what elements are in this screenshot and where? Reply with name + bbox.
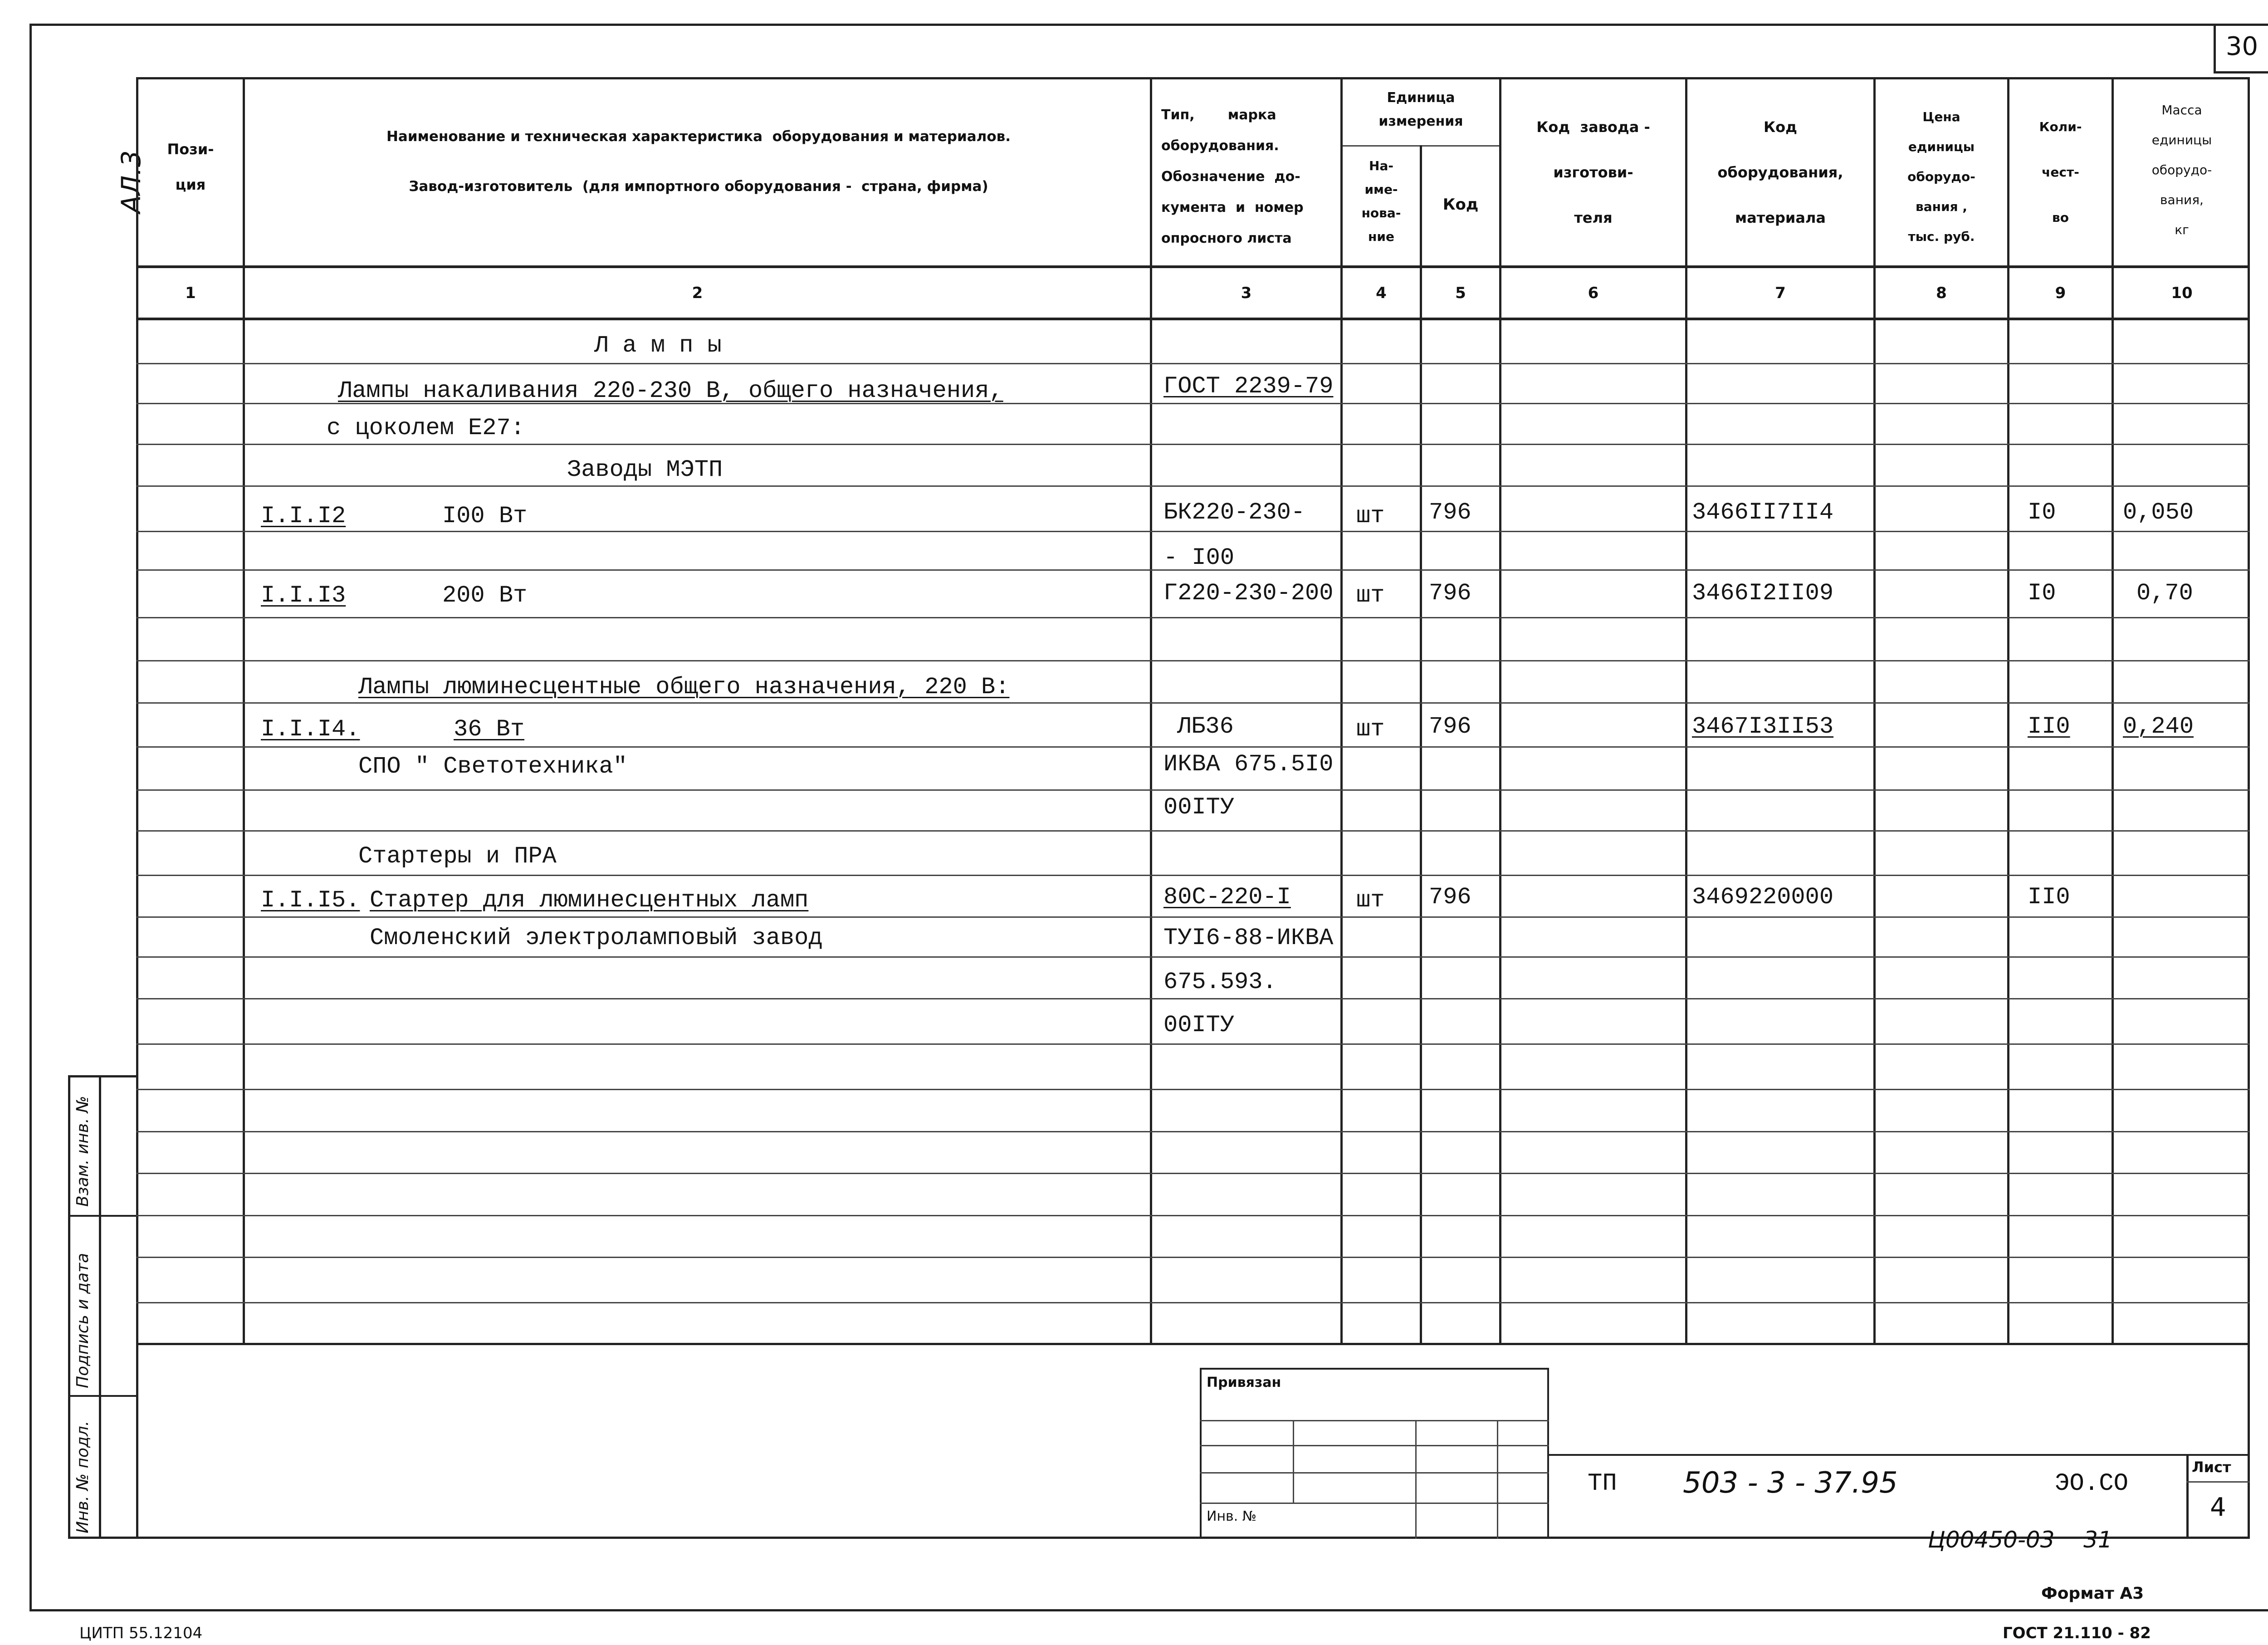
colnum-4: 4 (1376, 284, 1387, 302)
side-strip-div2 (68, 1395, 136, 1397)
colnum-10: 10 (2171, 284, 2193, 302)
row-line (136, 1089, 2250, 1090)
header-col3: Тип, марка оборудования. Обозначение до- кумента и номер опросного листа (1161, 107, 1304, 246)
corner-sheet-number: 30 (2225, 32, 2258, 61)
stamp-area (136, 1345, 2250, 1539)
side-strip-div1 (68, 1215, 136, 1217)
col-line-8 (2007, 77, 2009, 1345)
row7-type: Г220-230-200 (1163, 580, 1334, 607)
footer-right-code: ГОСТ 21.110 - 82 (2003, 1624, 2151, 1642)
footer-format: Формат А3 (2041, 1584, 2144, 1603)
col-line-9 (2112, 77, 2114, 1345)
row9-unit: шт (1356, 716, 1385, 743)
row9-material-code: 3467I3II53 (1692, 713, 1834, 740)
header-col6: Код завода - изготови- теля (1536, 118, 1650, 226)
row-line (136, 830, 2250, 832)
col-line-4 (1420, 145, 1422, 1345)
header-col4: На- име- нова- ние (1361, 158, 1401, 244)
row16-type: 00IТУ (1163, 1012, 1235, 1038)
privyazan-vline1 (1293, 1420, 1294, 1503)
row-line (136, 746, 2250, 748)
row-line (136, 617, 2250, 618)
row7-unit-code: 796 (1429, 580, 1471, 607)
side-label-inv-podl: Инв. № подл. (73, 1420, 92, 1533)
row9-name: 36 Вт (454, 716, 525, 743)
row7-mass: 0,70 (2136, 580, 2193, 607)
row9-quantity: II0 (2028, 713, 2070, 740)
header-bottom-line (136, 265, 2250, 268)
row5-name: I00 Вт (442, 503, 528, 529)
colnum-3: 3 (1241, 284, 1252, 302)
privyazan-vline2 (1415, 1420, 1417, 1539)
row-line (136, 998, 2250, 999)
row13-position: I.I.I5. (261, 887, 360, 914)
header-col1: Пози- ция (167, 141, 214, 193)
row-line (136, 660, 2250, 661)
row13-quantity: II0 (2028, 884, 2070, 911)
header-col5: Код (1442, 196, 1479, 214)
archive-number: Ц00450-03 31 (1928, 1527, 2112, 1553)
col-line-6 (1685, 77, 1687, 1345)
row5-position: I.I.I2 (261, 503, 346, 529)
colnum-6: 6 (1588, 284, 1599, 302)
privyazan-label: Привязан (1207, 1375, 1281, 1390)
header-col7: Код оборудования, материала (1717, 118, 1843, 226)
row-line (136, 916, 2250, 918)
row9-unit-code: 796 (1429, 713, 1471, 740)
row7-quantity: I0 (2028, 580, 2056, 607)
row10-type: ИКВА 675.5I0 (1163, 751, 1334, 778)
sheet-number: 4 (2210, 1493, 2226, 1522)
row5-quantity: I0 (2028, 499, 2056, 526)
inv-no-label: Инв. № (1207, 1508, 1257, 1524)
row-line (136, 702, 2250, 704)
row-line (136, 956, 2250, 958)
col-line-1 (243, 77, 245, 1345)
row-line (136, 444, 2250, 445)
header-col8: Цена единицы оборудо- вания , тыс. руб. (1907, 109, 1975, 244)
side-strip-inner-line (99, 1075, 101, 1539)
header-col2-line2: Завод-изготовитель (для импортного оборудования - страна, фирма) (409, 178, 988, 195)
row14-type: ТУI6-88-ИКВА (1163, 925, 1334, 951)
row13-unit: шт (1356, 887, 1385, 914)
footer-left-code: ЦИТП 55.12104 (79, 1624, 203, 1642)
title-block-top (1549, 1454, 2250, 1456)
doc-prefix: ТП (1588, 1470, 1617, 1498)
row5-type: БК220-230- (1163, 499, 1305, 526)
row13-type: 80С-220-I (1163, 884, 1291, 911)
header-col9: Коли- чест- во (2039, 119, 2082, 225)
row12-name: Стартеры и ПРА (358, 843, 557, 870)
row-line (136, 1257, 2250, 1258)
margin-code: АЛ.3 (116, 150, 147, 213)
row7-name: 200 Вт (442, 582, 528, 609)
row8-name: Лампы люминесцентные общего назначения, 220 В: (358, 674, 1010, 700)
row3-name: с цоколем Е27: (327, 415, 525, 441)
colnum-1: 1 (185, 284, 196, 302)
section-title-lamps: Л а м п ы (594, 332, 722, 359)
row10-manufacturer: СПО " Светотехника" (358, 753, 627, 780)
colnum-9: 9 (2055, 284, 2066, 302)
row9-position: I.I.I4. (261, 716, 360, 743)
colnum-bottom-line (136, 318, 2250, 320)
row-line (136, 1215, 2250, 1216)
side-label-podpis-data: Подпись и дата (73, 1253, 92, 1388)
header-col2-line1: Наименование и техническая характеристика оборудования и материалов. (386, 128, 1011, 145)
col-line-2 (1150, 77, 1152, 1345)
row-line (136, 531, 2250, 532)
row6-type: - I00 (1163, 544, 1235, 571)
row11-type: 00IТУ (1163, 794, 1235, 821)
colnum-8: 8 (1936, 284, 1947, 302)
col-line-3 (1340, 77, 1343, 1345)
row-line (136, 363, 2250, 364)
row13-material-code: 3469220000 (1692, 884, 1834, 911)
col-line-5 (1499, 77, 1501, 1345)
doc-section: ЭО.СО (2055, 1470, 2129, 1498)
row7-position: I.I.I3 (261, 582, 346, 609)
row13-name: Стартер для люминесцентных ламп (370, 887, 809, 914)
col-line-7 (1873, 77, 1876, 1345)
doc-number: 503 - 3 - 37.95 (1683, 1466, 1898, 1500)
row-line (136, 875, 2250, 876)
row-line (136, 1173, 2250, 1174)
row5-material-code: 3466II7II4 (1692, 499, 1834, 526)
privyazan-vline3 (1497, 1420, 1498, 1539)
colnum-5: 5 (1455, 284, 1466, 302)
colnum-2: 2 (692, 284, 703, 302)
header-col10: Масса единицы оборудо- вания, кг (2151, 103, 2212, 237)
row15-type: 675.593. (1163, 969, 1277, 995)
row7-unit: шт (1356, 582, 1385, 609)
row2-name: Лампы накаливания 220-230 В, общего назначения, (338, 377, 1003, 404)
row5-unit: шт (1356, 503, 1385, 529)
row2-type: ГОСТ 2239-79 (1163, 373, 1334, 400)
row-line (136, 789, 2250, 791)
row-line (136, 1131, 2250, 1132)
row-line (136, 1302, 2250, 1303)
colnum-7: 7 (1775, 284, 1786, 302)
row14-manufacturer: Смоленский электроламповый завод (370, 925, 823, 951)
sheet-label: Лист (2192, 1459, 2231, 1476)
row-line (136, 1043, 2250, 1045)
row9-mass: 0,240 (2123, 713, 2194, 740)
row13-unit-code: 796 (1429, 884, 1471, 911)
row5-unit-code: 796 (1429, 499, 1471, 526)
row9-type: ЛБ36 (1177, 713, 1234, 740)
row7-material-code: 3466I2II09 (1692, 580, 1834, 607)
header-unit-group: Единица измерения (1378, 90, 1463, 129)
row-line (136, 485, 2250, 487)
side-label-vzam-inv: Взам. инв. № (73, 1096, 92, 1207)
sheet-box-mid (2186, 1481, 2250, 1483)
row5-mass: 0,050 (2123, 499, 2194, 526)
row4-manufacturer: Заводы МЭТП (567, 456, 723, 483)
